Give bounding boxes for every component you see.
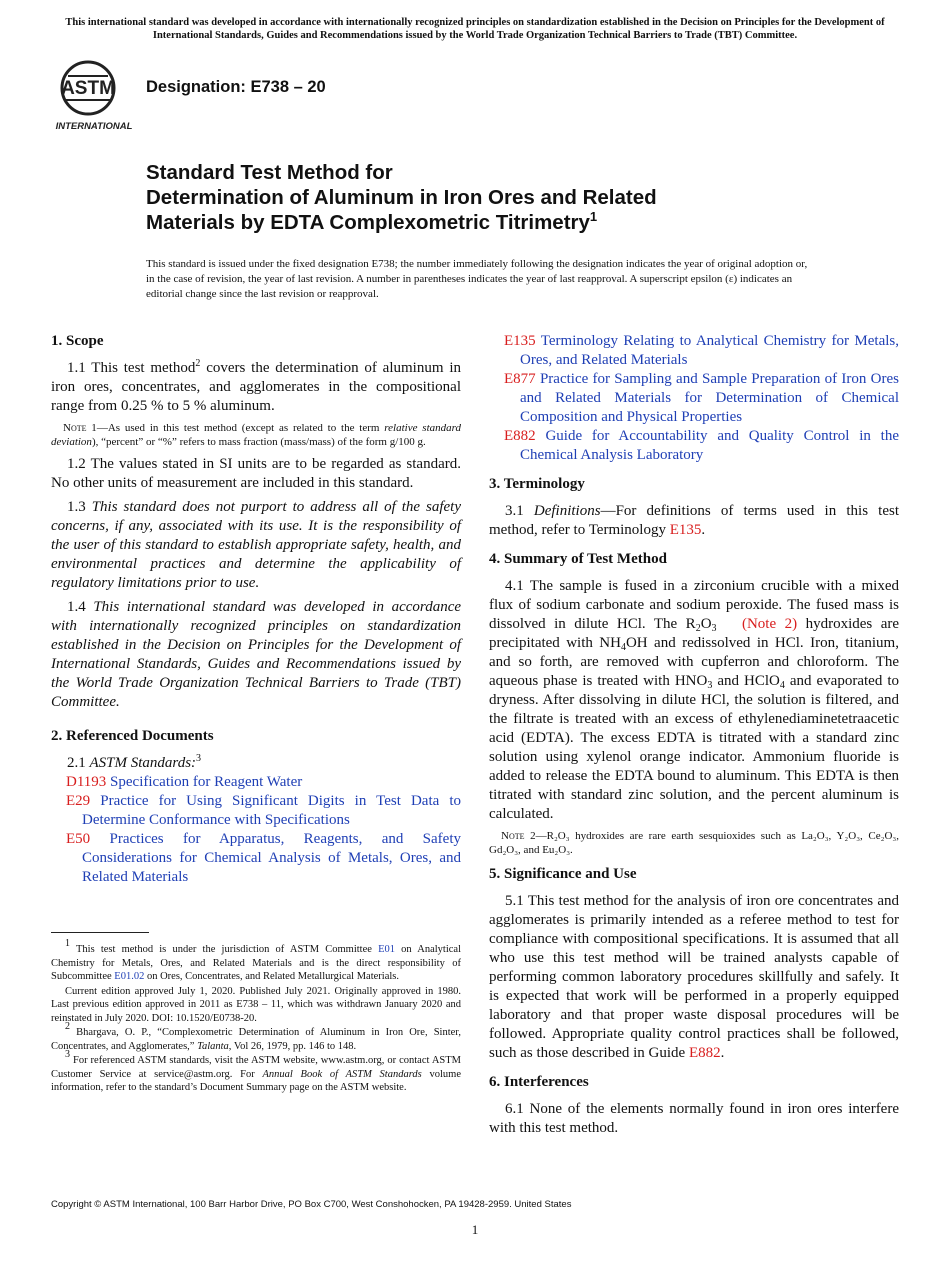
link-note-2[interactable]: (Note 2) [741,616,798,632]
paragraph-1-3-num: 1.3 [67,499,92,515]
paragraph-5-1-text: 5.1 This test method for the analysis of iron ore concentrates and agglomerates is primarily intended as a referee method to test for compliance with compositional specifications. It is assumed that all who use this test method will be trained analysts capable of performing common laboratory procedures skillfully and safely. It is expected that work will be performed in a properly equipped laboratory and that proper waste disposal procedures will be followed. Appropriate quality control practices shall be followed, such as those described in Guide [489,893,899,1061]
paragraph-1-1-rest: covers the determination of aluminum in iron ores, concentrates, and agglomerates in the compositional range from 0.25 % to 5 % aluminum. [51,360,461,414]
footnote-1 [51,938,462,984]
footnote-3-text-b: volume information, refer to the standard’s Document Summary page on the ASTM website. [51,1068,461,1093]
title-line-3-text: Materials by EDTA Complexometric Titrimetry [146,211,590,234]
paragraph-1-4-text: This international standard was developed in accordance with internationally recognized principles on standardization established in the Decision on Principles for the Development of International Standards, Guides and Recommendations issued by the World Trade Organization Technical Barriers to Trade (TBT) Committee. [51,599,462,710]
paragraph-1-4-num: 1.4 [67,599,94,615]
link-e01-02[interactable]: E01.02 [114,971,145,982]
reference-code[interactable]: E135 [504,333,536,349]
note-1 [51,421,461,449]
title-line-1: Standard Test Method for [146,161,393,184]
link-e135[interactable]: E135 [669,522,702,538]
reference-e50[interactable] [51,830,461,887]
reference-code[interactable]: E877 [504,371,536,387]
issue-note: This standard is issued under the fixed designation E738; the number immediately following the designation indicates the year of original adoption or, in the case of revision, the year of last revision. A number in parentheses indicates the year of last reapproval. A superscript epsilon (ε) indicates an editorial change since the last revision or reapproval. [146,258,808,300]
reference-title-link[interactable]: Practice for Sampling and Sample Preparation of Iron Ores and Related Materials for Determination of Chemical Composition and Physical Properties [520,371,900,425]
paragraph-4-1-text-a: 4.1 The sample is fused in a zirconium crucible with a mixed flux of sodium carbonate and sodium peroxide. The fused mass is dissolved in dilute HCl. The R [489,578,899,632]
footnotes [51,938,462,1096]
left-column [51,332,461,887]
note-1-text-a: —As used in this test method (except as related to the term [96,422,385,434]
paragraph-4-1-text-d: and HClO [712,673,780,689]
section-heading-significance: 5. Significance and Use [489,866,637,882]
subscript: 3 [711,623,717,634]
astm-logo-mark [54,56,134,132]
note-1-text-b: ), “percent” or “%” refers to mass fraction (mass/mass) of the form g/100 g. [91,436,426,448]
note-1-italic: relative standard deviation [51,422,461,448]
section-heading-summary: 4. Summary of Test Method [489,551,667,567]
subscript: 2 [695,623,701,634]
section-heading-terminology: 3. Terminology [489,476,585,492]
note-2 [489,829,899,857]
paragraph-2-1-num: 2.1 [67,755,90,771]
footnote-1-text-c: on Ores, Concentrates, and Related Metallurgical Materials. [144,971,399,982]
paragraph-4-1-text-b: hydroxides are precipitated with NH [489,616,900,651]
paragraph-1-1-text: 1.1 This test method [67,360,196,376]
footnote-1-text-a: This test method is under the jurisdiction of ASTM Committee [70,944,379,955]
reference-code[interactable]: D1193 [66,774,107,790]
section-heading-scope: 1. Scope [51,333,104,349]
footnote-3 [51,1049,461,1095]
logo-text: ASTM [61,78,115,99]
paragraph-1-1 [51,359,461,416]
footnote-2-text-b: , Vol 26, 1979, pp. 146 to 148. [228,1040,357,1052]
subscript: 4 [779,680,785,691]
paragraph-3-1 [489,502,899,540]
reference-d1193[interactable] [51,773,461,792]
paragraph-1-3-text: This standard does not purport to address all of the safety concerns, if any, associated with its use. It is the responsibility of the user of this standard to establish appropriate safety, health, and environmental practices and determine the applicability of regulatory limitations prior to use. [51,499,462,591]
paragraph-5-1 [489,892,899,1063]
note-2-text: —R₂O₃ hydroxides are rare earth sesquioxides such as La₂O₃, Y₂O₃, Ce₂O₃, Gd₂O₃, and Eu₂O₃. [489,830,899,856]
reference-e29[interactable] [51,792,461,830]
footnote-2-italic: Talanta [197,1040,229,1052]
section-heading-interferences: 6. Interferences [489,1074,589,1090]
paragraph-3-1-text: —For definitions of terms used in this test method, refer to Terminology [489,503,900,538]
footnote-mark-2[interactable]: 2 [195,358,201,369]
footnote-divider [51,932,149,933]
note-1-label: Note 1 [63,422,97,434]
paragraph-1-4 [51,598,461,712]
page-number: 1 [471,1222,479,1237]
reference-e877[interactable] [489,370,899,427]
paragraph-3-1-num: 3.1 [505,503,534,519]
paragraph-2-1 [51,754,461,773]
reference-e882[interactable] [489,427,899,465]
reference-title-link[interactable]: Practice for Using Significant Digits in Test Data to Determine Conformance with Specifications [82,793,461,828]
footnote-mark-3[interactable]: 3 [196,753,202,764]
paragraph-3-1-end: . [701,522,706,538]
reference-title-link[interactable]: Terminology Relating to Analytical Chemistry for Metals, Ores, and Related Materials [520,333,899,368]
link-e882[interactable]: E882 [688,1045,721,1061]
paragraph-5-1-end: . [720,1045,725,1061]
reference-title-link[interactable]: Guide for Accountability and Quality Control in the Chemical Analysis Laboratory [520,428,899,463]
reference-code[interactable]: E29 [66,793,91,809]
footnote-2-mark: 2 [65,1021,70,1032]
paragraph-1-2: 1.2 The values stated in SI units are to be regarded as standard. No other units of measurement are included in this standard. [51,456,461,491]
logo-subtext: INTERNATIONAL [55,121,133,132]
right-column [489,332,899,1143]
paragraph-2-1-text: ASTM Standards: [89,755,197,771]
paragraph-1-3 [51,498,461,593]
footnote-3-mark: 3 [65,1049,70,1060]
paragraph-4-1-text-e: and evaporated to dryness. After dissolving in dilute HCl, the solution is filtered, and the filtrate is treated with an excess of ethylenediaminetetraacetic acid (EDTA). The excess EDTA is titrated with a standard zinc solution using xylenol orange indicator. Ammonium fluoride is added to release the EDTA bound to aluminum. This EDTA is then titrated with standard zinc solution, and the percent aluminum is calculated. [489,673,899,822]
paragraph-3-1-italic: Definitions [533,503,601,519]
footnote-3-italic: Annual Book of ASTM Standards [262,1068,422,1080]
top-notice: This international standard was developed in accordance with internationally recognized principles on standardization established in the Decision on Principles for the Development of International Standards, Guides and Recommendations issued by the World Trade Organization Technical Barriers to Trade (TBT) Committee. [65,17,885,41]
paragraph-4-1-o: O [700,616,712,632]
subscript: 4 [620,642,626,653]
title-line-2: Determination of Aluminum in Iron Ores and Related [146,186,657,209]
astm-logo [54,56,134,132]
link-e01[interactable]: E01 [378,944,395,955]
document-title [146,160,846,235]
reference-title-link[interactable]: Specification for Reagent Water [110,774,303,790]
designation: Designation: E738 – 20 [146,78,326,96]
footnote-1-text-b: on Analytical Chemistry for Metals, Ores, and Related Materials and is the direct responsibility of Subcommittee [51,944,462,982]
paragraph-6-1: 6.1 None of the elements normally found in iron ores interfere with this test method. [489,1101,899,1136]
title-footnote-mark[interactable]: 1 [589,209,598,224]
paragraph-4-1 [489,577,899,824]
reference-code[interactable]: E882 [504,428,536,444]
copyright: Copyright © ASTM International, 100 Barr Harbor Drive, PO Box C700, West Conshohocken, PA 19428-2959. United States [51,1199,572,1210]
subscript: 3 [707,680,713,691]
section-heading-referenced-documents: 2. Referenced Documents [51,728,214,744]
footnote-2-text-a: Bhargava, O. P., “Complexometric Determination of Aluminum in Iron Ore, Sinter, Concentrates, and Agglomerates,” [51,1027,461,1052]
reference-code[interactable]: E50 [66,831,91,847]
footnote-1-edition: Current edition approved July 1, 2020. Published July 2021. Originally approved in 1980. Last previous edition approved in 2011 as E738 – 11, which was withdrawn January 2020 and reinstated in July 2020. DOI: 10.1520/E0738-20. [51,985,461,1024]
reference-title-link[interactable]: Practices for Apparatus, Reagents, and Safety Considerations for Chemical Analysis of Metals, Ores, and Related Materials [82,831,462,885]
reference-e135[interactable] [489,332,899,370]
note-2-label: Note 2 [501,830,536,842]
footnote-1-mark: 1 [65,938,70,949]
footnote-3-text-a: For referenced ASTM standards, visit the ASTM website, www.astm.org, or contact ASTM Customer Service at service@astm.org. For [51,1055,461,1080]
footnote-2 [51,1021,461,1053]
title-line-3 [146,210,846,235]
paragraph-4-1-text-c: OH and redissolved in HCl. Iron, titanium, and so forth, are removed with cupferron and chloroform. The aqueous phase is treated with HNO [489,635,899,689]
